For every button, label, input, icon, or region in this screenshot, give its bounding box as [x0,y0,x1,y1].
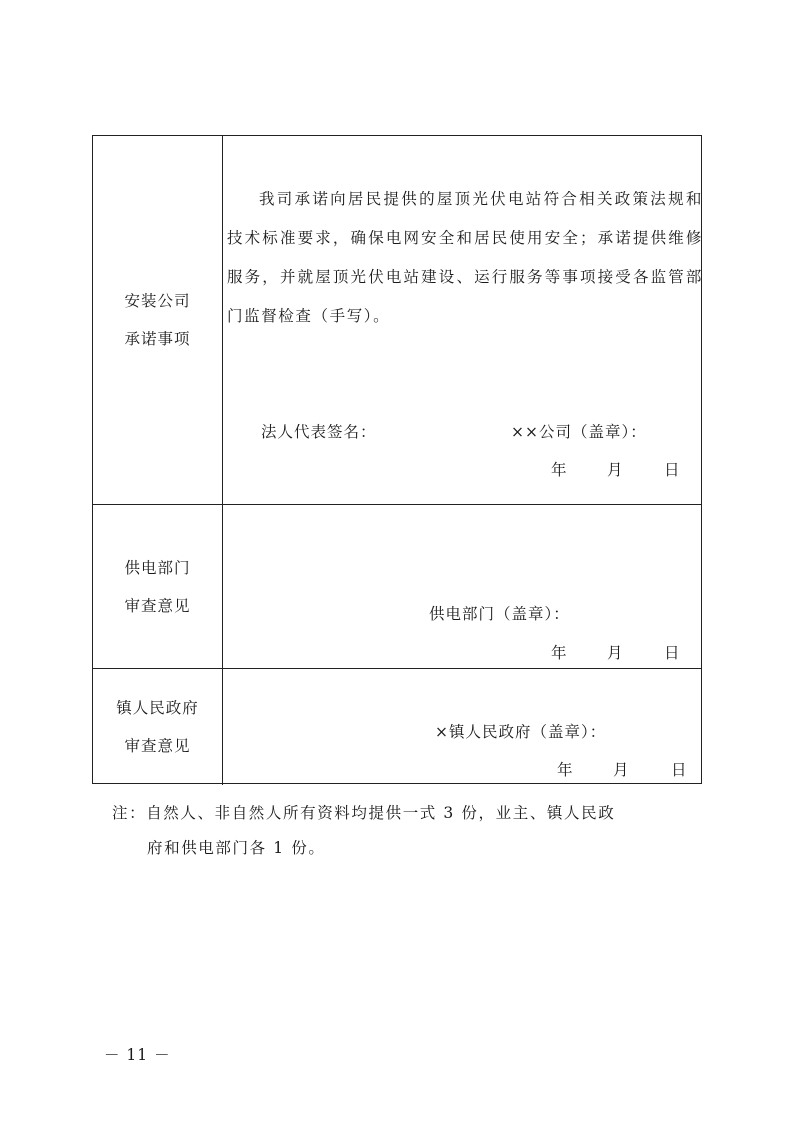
town-gov-seal-label: ×镇人民政府（盖章）： [435,723,607,741]
legal-rep-signature-label: 法人代表签名： [261,423,377,441]
power-supply-label-cell [93,505,222,668]
installer-label-line2: 承诺事项 [124,330,191,348]
town-gov-content-cell [223,669,701,785]
power-supply-label-line2: 审查意见 [124,596,191,615]
power-supply-review-row [93,505,701,669]
town-gov-year-label: 年 [557,761,574,779]
power-supply-label-line1: 供电部门 [124,558,191,577]
power-supply-seal-label: 供电部门（盖章）： [429,605,570,623]
installer-label-cell [93,136,222,504]
installer-month-label: 月 [607,461,624,479]
footnote [112,796,702,866]
installer-day-label: 日 [664,461,681,479]
power-supply-year-label: 年 [551,644,568,662]
footnote-line2: 府和供电部门各 1 份。 [147,839,326,857]
power-supply-month-label: 月 [607,644,624,662]
approval-form-table [92,135,702,784]
installer-content-cell [223,136,701,504]
power-supply-day-label: 日 [664,644,681,662]
town-gov-label-cell [93,669,222,785]
town-gov-day-label: 日 [671,761,688,779]
installer-label-line1: 安装公司 [124,292,191,310]
town-gov-review-row [93,669,701,785]
town-gov-month-label: 月 [613,761,630,779]
power-supply-content-cell [223,505,701,668]
footnote-line1: 注：自然人、非自然人所有资料均提供一式 3 份，业主、镇人民政 [112,804,616,822]
installer-year-label: 年 [551,461,568,479]
installer-commitment-row [93,136,701,505]
company-seal-label: ××公司（盖章）： [511,423,647,441]
town-gov-label-line1: 镇人民政府 [116,699,199,717]
page-number: － 11 － [104,1046,171,1064]
commitment-text: 我司承诺向居民提供的屋顶光伏电站符合相关政策法规和技术标准要求，确保电网安全和居民使用安全；承诺提供维修服务，并就屋顶光伏电站建设、运行服务等事项接受各监管部门监督检查（手写）。 [227,190,703,325]
town-gov-label-line2: 审查意见 [124,737,191,755]
